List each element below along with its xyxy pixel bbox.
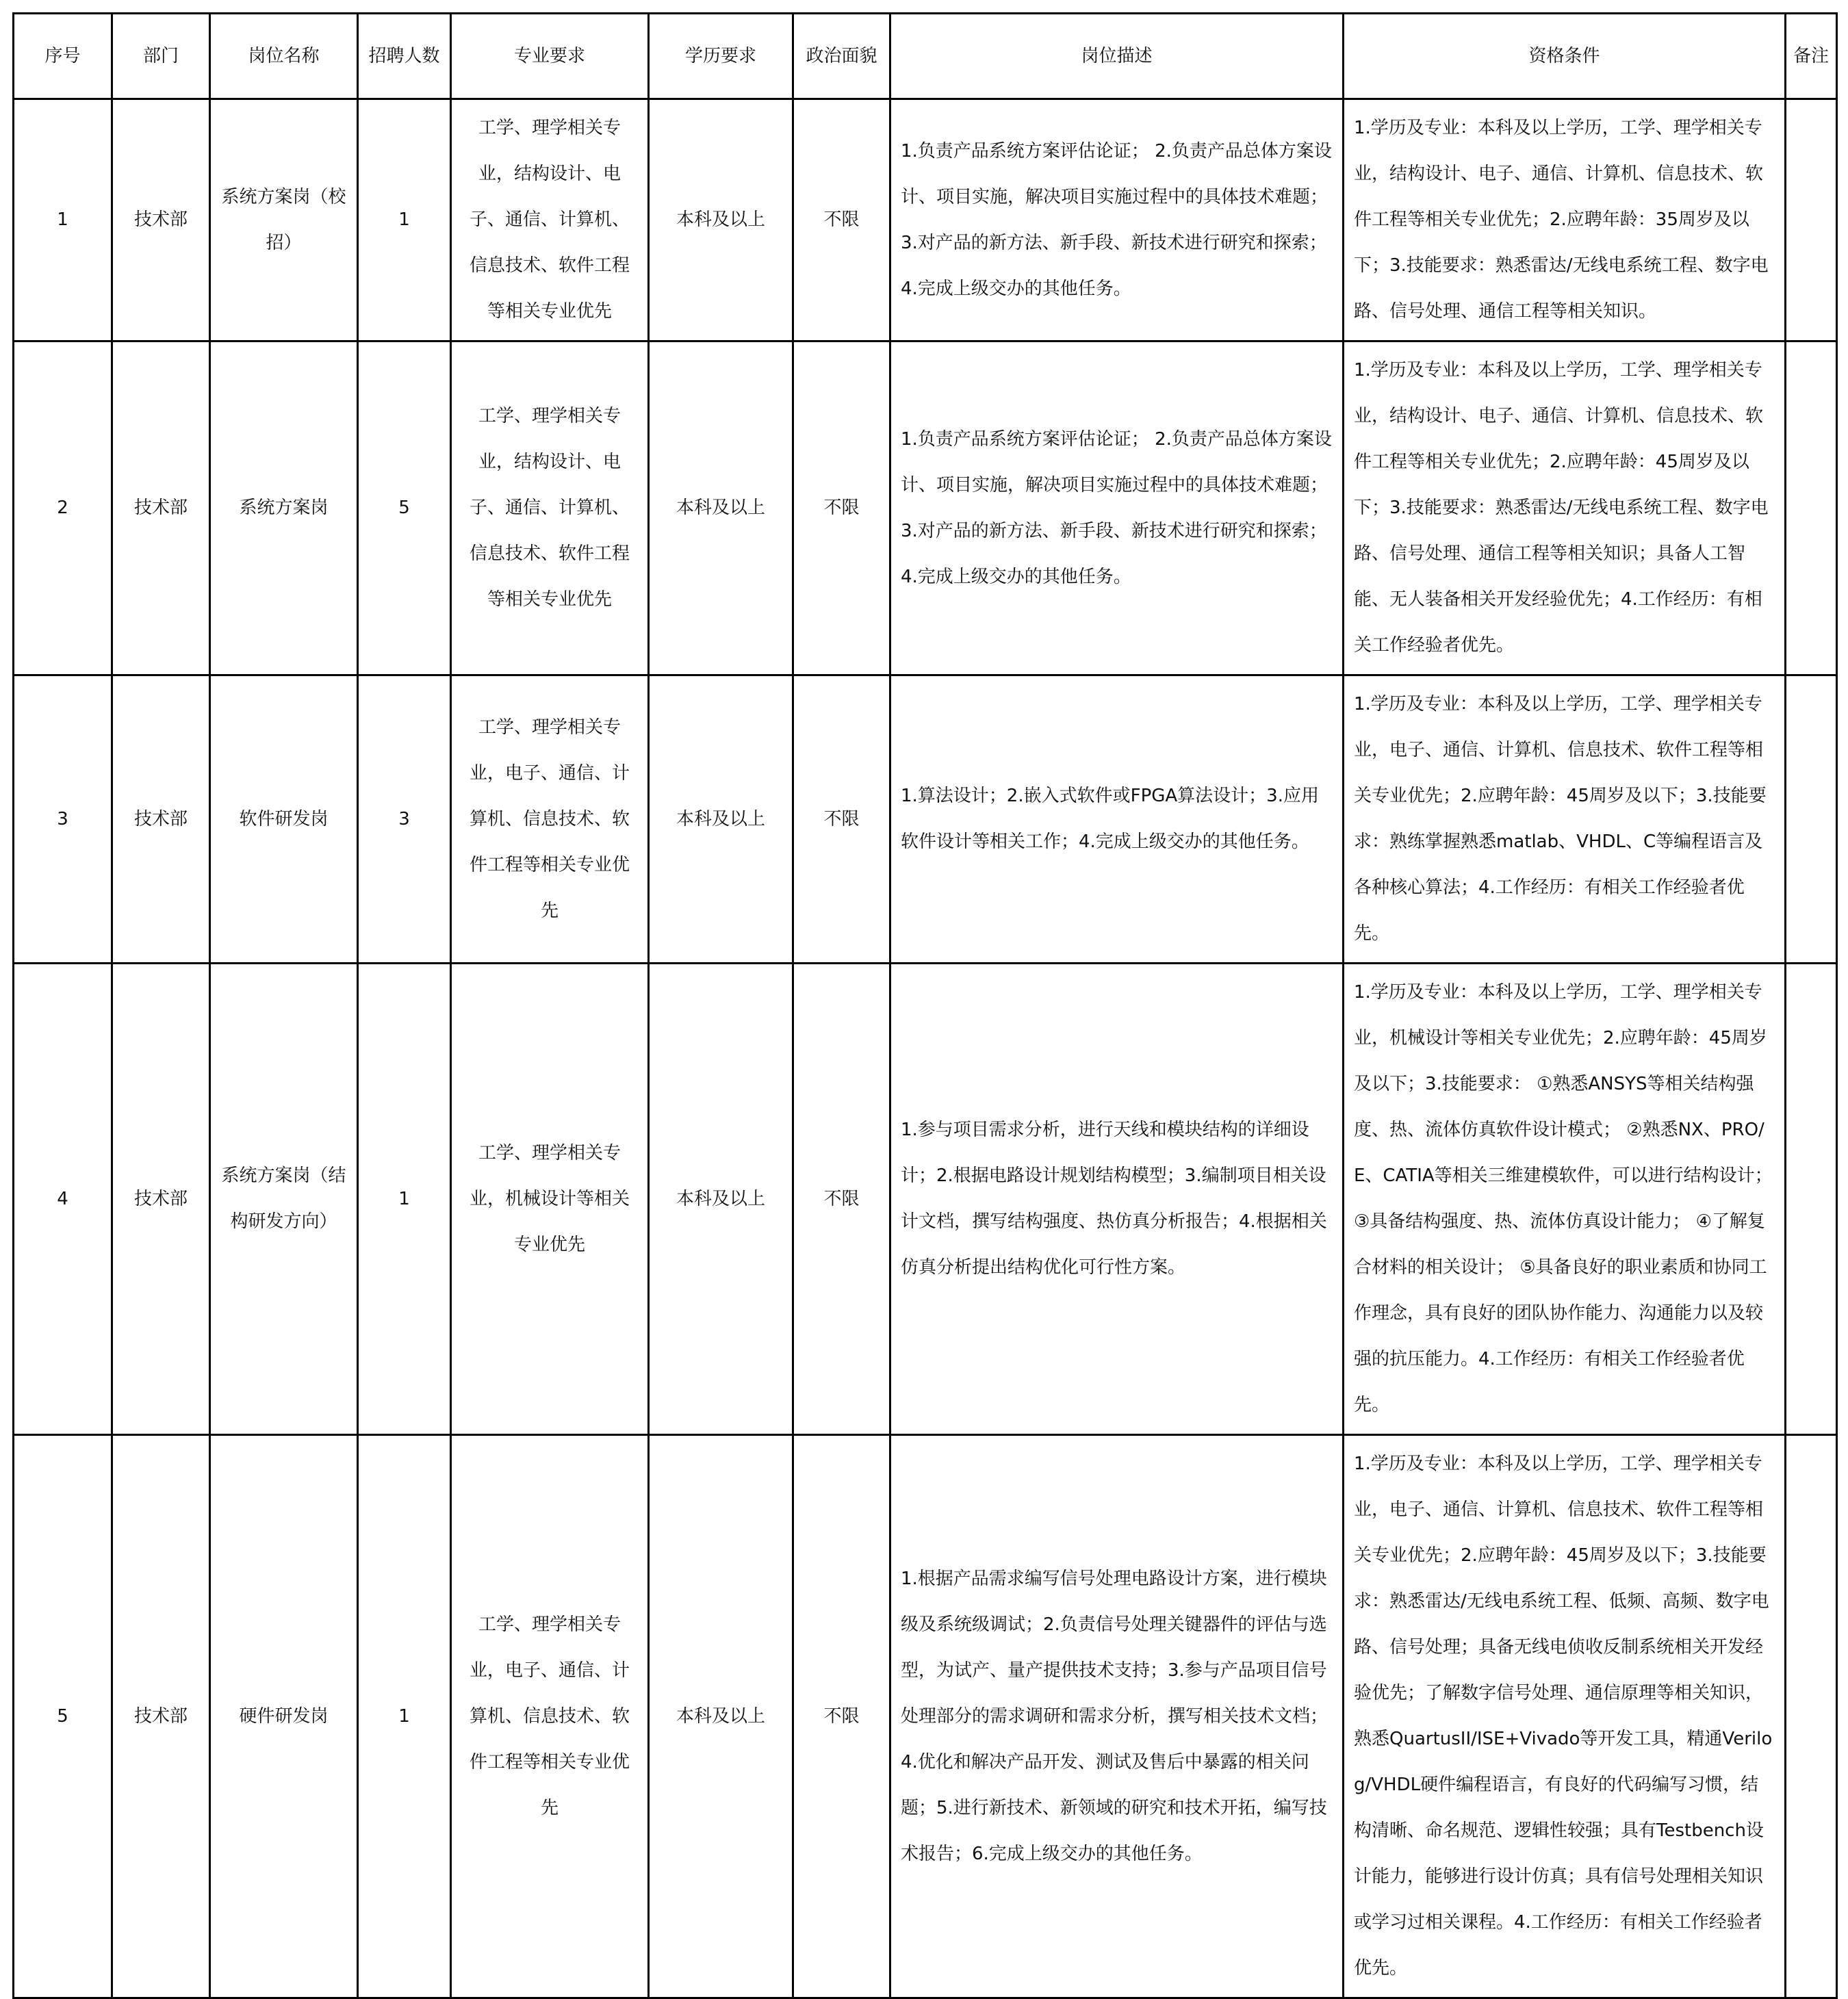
cell-seq: 3 xyxy=(14,675,112,964)
cell-major: 工学、理学相关专业，电子、通信、计算机、信息技术、软件工程等相关专业优先 xyxy=(451,675,649,964)
cell-major: 工学、理学相关专业，结构设计、电子、通信、计算机、信息技术、软件工程等相关专业优先 xyxy=(451,99,649,341)
cell-politics: 不限 xyxy=(793,675,890,964)
table-row xyxy=(14,99,1837,341)
cell-major: 工学、理学相关专业，机械设计等相关专业优先 xyxy=(451,964,649,1435)
table-row xyxy=(14,1435,1837,1998)
cell-remark xyxy=(1786,99,1837,341)
cell-position: 硬件研发岗 xyxy=(210,1435,358,1998)
cell-politics: 不限 xyxy=(793,99,890,341)
cell-position: 系统方案岗 xyxy=(210,341,358,675)
cell-education: 本科及以上 xyxy=(649,675,793,964)
cell-seq: 4 xyxy=(14,964,112,1435)
cell-remark xyxy=(1786,1435,1837,1998)
cell-position: 系统方案岗（校招） xyxy=(210,99,358,341)
cell-education: 本科及以上 xyxy=(649,99,793,341)
header-politics: 政治面貌 xyxy=(793,14,890,99)
recruitment-table xyxy=(12,12,1838,1999)
cell-politics: 不限 xyxy=(793,1435,890,1998)
cell-politics: 不限 xyxy=(793,964,890,1435)
header-position: 岗位名称 xyxy=(210,14,358,99)
cell-politics: 不限 xyxy=(793,341,890,675)
header-major: 专业要求 xyxy=(451,14,649,99)
cell-remark xyxy=(1786,964,1837,1435)
cell-description: 1.参与项目需求分析，进行天线和模块结构的详细设计；2.根据电路设计规划结构模型；3.编制项目相关设计文档，撰写结构强度、热仿真分析报告；4.根据相关仿真分析提出结构优化可行性方案。 xyxy=(890,964,1344,1435)
cell-qualification: 1.学历及专业：本科及以上学历，工学、理学相关专业，结构设计、电子、通信、计算机、信息技术、软件工程等相关专业优先；2.应聘年龄：35周岁及以下；3.技能要求：熟悉雷达/无线电系统工程、数字电路、信号处理、通信工程等相关知识。 xyxy=(1344,99,1786,341)
header-qualification: 资格条件 xyxy=(1344,14,1786,99)
cell-dept: 技术部 xyxy=(112,675,210,964)
header-row xyxy=(14,14,1837,99)
header-description: 岗位描述 xyxy=(890,14,1344,99)
cell-seq: 1 xyxy=(14,99,112,341)
cell-remark xyxy=(1786,341,1837,675)
cell-major: 工学、理学相关专业，电子、通信、计算机、信息技术、软件工程等相关专业优先 xyxy=(451,1435,649,1998)
table-row xyxy=(14,964,1837,1435)
cell-major: 工学、理学相关专业，结构设计、电子、通信、计算机、信息技术、软件工程等相关专业优先 xyxy=(451,341,649,675)
cell-description: 1.算法设计；2.嵌入式软件或FPGA算法设计；3.应用软件设计等相关工作；4.完成上级交办的其他任务。 xyxy=(890,675,1344,964)
cell-qualification: 1.学历及专业：本科及以上学历，工学、理学相关专业，机械设计等相关专业优先；2.应聘年龄：45周岁及以下；3.技能要求： ①熟悉ANSYS等相关结构强度、热、流体仿真软件设计模式； ②熟悉NX、PRO/E、CATIA等相关三维建模软件，可以进行结构设计； ③具备结构强度、热、流体仿真设计能力； ④了解复合材料的相关设计； ⑤具备良好的职业素质和协同工作理念，具有良好的团队协作能力、沟通能力以及较强的抗压能力。4.工作经历：有相关工作经验者优先。 xyxy=(1344,964,1786,1435)
cell-description: 1.负责产品系统方案评估论证； 2.负责产品总体方案设计、项目实施，解决项目实施过程中的具体技术难题； 3.对产品的新方法、新手段、新技术进行研究和探索；4.完成上级交办的其他任务。 xyxy=(890,341,1344,675)
cell-qualification: 1.学历及专业：本科及以上学历，工学、理学相关专业，结构设计、电子、通信、计算机、信息技术、软件工程等相关专业优先；2.应聘年龄：45周岁及以下；3.技能要求：熟悉雷达/无线电系统工程、数字电路、信号处理、通信工程等相关知识；具备人工智能、无人装备相关开发经验优先；4.工作经历：有相关工作经验者优先。 xyxy=(1344,341,1786,675)
cell-count: 1 xyxy=(358,964,451,1435)
cell-qualification: 1.学历及专业：本科及以上学历，工学、理学相关专业，电子、通信、计算机、信息技术、软件工程等相关专业优先；2.应聘年龄：45周岁及以下；3.技能要求：熟练掌握熟悉matlab、VHDL、C等编程语言及各种核心算法；4.工作经历：有相关工作经验者优先。 xyxy=(1344,675,1786,964)
cell-position: 系统方案岗（结构研发方向） xyxy=(210,964,358,1435)
cell-count: 5 xyxy=(358,341,451,675)
cell-remark xyxy=(1786,675,1837,964)
table-row xyxy=(14,675,1837,964)
cell-count: 1 xyxy=(358,1435,451,1998)
header-dept: 部门 xyxy=(112,14,210,99)
cell-dept: 技术部 xyxy=(112,341,210,675)
cell-dept: 技术部 xyxy=(112,964,210,1435)
cell-qualification: 1.学历及专业：本科及以上学历，工学、理学相关专业，电子、通信、计算机、信息技术、软件工程等相关专业优先；2.应聘年龄：45周岁及以下；3.技能要求：熟悉雷达/无线电系统工程、低频、高频、数字电路、信号处理；具备无线电侦收反制系统相关开发经验优先；了解数字信号处理、通信原理等相关知识，熟悉QuartusII/ISE+Vivado等开发工具，精通Verilog/VHDL硬件编程语言，有良好的代码编写习惯，结构清晰、命名规范、逻辑性较强；具有Testbench设计能力，能够进行设计仿真；具有信号处理相关知识或学习过相关课程。4.工作经历：有相关工作经验者优先。 xyxy=(1344,1435,1786,1998)
table-row xyxy=(14,341,1837,675)
cell-education: 本科及以上 xyxy=(649,964,793,1435)
cell-education: 本科及以上 xyxy=(649,341,793,675)
cell-education: 本科及以上 xyxy=(649,1435,793,1998)
cell-seq: 5 xyxy=(14,1435,112,1998)
header-education: 学历要求 xyxy=(649,14,793,99)
cell-count: 1 xyxy=(358,99,451,341)
cell-dept: 技术部 xyxy=(112,99,210,341)
cell-position: 软件研发岗 xyxy=(210,675,358,964)
cell-description: 1.负责产品系统方案评估论证； 2.负责产品总体方案设计、项目实施，解决项目实施过程中的具体技术难题； 3.对产品的新方法、新手段、新技术进行研究和探索；4.完成上级交办的其他任务。 xyxy=(890,99,1344,341)
recruitment-table-sheet xyxy=(12,12,1836,1999)
cell-count: 3 xyxy=(358,675,451,964)
header-seq: 序号 xyxy=(14,14,112,99)
cell-dept: 技术部 xyxy=(112,1435,210,1998)
cell-description: 1.根据产品需求编写信号处理电路设计方案，进行模块级及系统级调试；2.负责信号处理关键器件的评估与选型，为试产、量产提供技术支持；3.参与产品项目信号处理部分的需求调研和需求分析，撰写相关技术文档；4.优化和解决产品开发、测试及售后中暴露的相关问题；5.进行新技术、新领域的研究和技术开拓，编写技术报告；6.完成上级交办的其他任务。 xyxy=(890,1435,1344,1998)
header-remark: 备注 xyxy=(1786,14,1837,99)
cell-seq: 2 xyxy=(14,341,112,675)
header-count: 招聘人数 xyxy=(358,14,451,99)
